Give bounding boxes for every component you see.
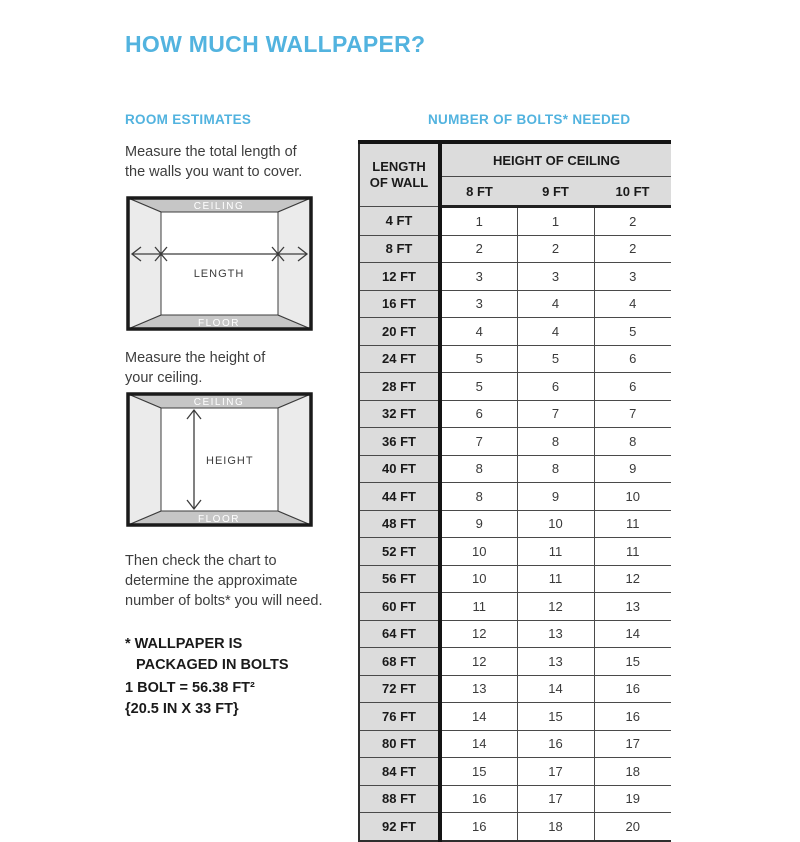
instruction-measure-length [125,142,302,182]
group-header-row [359,142,671,177]
wall-length-cell: 40 FT [359,455,440,483]
bolt-count-cell: 15 [517,703,594,731]
bolt-count-cell: 3 [440,290,517,318]
wall-length-cell: 44 FT [359,483,440,511]
table-row [359,758,671,786]
bolt-count-cell: 13 [517,648,594,676]
table-row [359,483,671,511]
bolt-count-cell: 10 [517,510,594,538]
bolt-count-cell: 11 [517,565,594,593]
bolt-count-cell: 8 [517,428,594,456]
table-row [359,620,671,648]
bolt-count-cell: 8 [440,483,517,511]
bolt-count-cell: 14 [440,703,517,731]
text-line: the walls you want to cover. [125,164,303,180]
ceiling-height-column-header: 10 FT [594,177,671,207]
bolt-count-cell: 10 [440,565,517,593]
bolt-count-cell: 11 [440,593,517,621]
wall-length-cell: 52 FT [359,538,440,566]
bolt-count-cell: 8 [594,428,671,456]
bolt-count-cell: 18 [517,813,594,841]
ceiling-height-column-header: 9 FT [517,177,594,207]
bolt-spec [125,678,255,720]
wall-length-cell: 36 FT [359,428,440,456]
text-line: OF WALL [369,175,429,190]
table-row [359,730,671,758]
bolt-count-cell: 2 [594,235,671,263]
bolt-count-cell: 13 [440,675,517,703]
floor-label: FLOOR [198,318,240,329]
wall-length-cell: 88 FT [359,785,440,813]
bolt-count-cell: 4 [517,318,594,346]
wall-length-cell: 56 FT [359,565,440,593]
bolt-count-cell: 9 [440,510,517,538]
table-row [359,207,671,236]
bolt-count-cell: 9 [594,455,671,483]
table-row [359,538,671,566]
table-row [359,455,671,483]
bolt-count-cell: 12 [440,620,517,648]
bolt-count-cell: 12 [440,648,517,676]
page-title: HOW MUCH WALLPAPER? [125,31,426,57]
bolts-table [358,140,671,842]
bolt-count-cell: 6 [517,373,594,401]
bolts-table-container [358,140,671,842]
bolt-count-cell: 4 [594,290,671,318]
wall-length-cell: 24 FT [359,345,440,373]
bolt-count-cell: 14 [517,675,594,703]
bolt-count-cell: 14 [440,730,517,758]
bolt-count-cell: 16 [440,813,517,841]
ceiling-height-column-header: 8 FT [440,177,517,207]
bolt-count-cell: 15 [440,758,517,786]
table-row [359,675,671,703]
table-row [359,428,671,456]
bolt-count-cell: 19 [594,785,671,813]
table-row [359,565,671,593]
bolt-count-cell: 7 [594,400,671,428]
table-row [359,593,671,621]
wall-length-cell: 76 FT [359,703,440,731]
wall-length-cell: 20 FT [359,318,440,346]
wall-length-cell: 72 FT [359,675,440,703]
table-row [359,813,671,841]
bolt-count-cell: 3 [594,263,671,291]
wall-length-cell: 80 FT [359,730,440,758]
bolts-table-body [359,207,671,841]
text-line: PACKAGED IN BOLTS [136,657,289,673]
text-line: * WALLPAPER IS [125,636,243,652]
section-heading-bolts-needed: NUMBER OF BOLTS* NEEDED [428,112,631,127]
wall-length-cell: 60 FT [359,593,440,621]
wall-length-cell: 64 FT [359,620,440,648]
table-row [359,785,671,813]
text-line: Then check the chart to [125,553,277,569]
bolt-count-cell: 16 [594,703,671,731]
room-diagram-length [126,196,313,331]
bolt-count-cell: 3 [440,263,517,291]
wall-length-cell: 8 FT [359,235,440,263]
instruction-check-chart [125,551,322,611]
wall-length-cell: 16 FT [359,290,440,318]
bolt-count-cell: 7 [440,428,517,456]
table-row [359,263,671,291]
bolt-count-cell: 9 [517,483,594,511]
wall-length-cell: 4 FT [359,207,440,236]
bolt-count-cell: 1 [517,207,594,236]
bolt-count-cell: 2 [594,207,671,236]
bolt-count-cell: 16 [440,785,517,813]
text-line: Measure the height of [125,350,266,366]
bolt-count-cell: 10 [440,538,517,566]
bolt-count-cell: 17 [517,758,594,786]
bolt-count-cell: 11 [594,538,671,566]
bolt-count-cell: 18 [594,758,671,786]
bolt-count-cell: 16 [594,675,671,703]
height-of-ceiling-header: HEIGHT OF CEILING [440,142,671,177]
table-row [359,345,671,373]
bolt-count-cell: 8 [517,455,594,483]
bolt-count-cell: 4 [517,290,594,318]
length-of-wall-header [359,142,440,207]
bolt-count-cell: 1 [440,207,517,236]
bolt-count-cell: 5 [594,318,671,346]
text-line: Measure the total length of [125,144,297,160]
wall-length-cell: 32 FT [359,400,440,428]
bolt-count-cell: 10 [594,483,671,511]
bolt-count-cell: 11 [517,538,594,566]
bolt-count-cell: 11 [594,510,671,538]
table-row [359,290,671,318]
table-row [359,648,671,676]
room-diagram-height [126,392,313,527]
text-line: {20.5 IN X 33 FT} [125,701,239,717]
length-label: LENGTH [193,268,245,280]
bolt-count-cell: 20 [594,813,671,841]
bolt-count-cell: 16 [517,730,594,758]
bolt-count-cell: 13 [594,593,671,621]
bolt-count-cell: 4 [440,318,517,346]
bolt-count-cell: 5 [517,345,594,373]
text-line: 1 BOLT = 56.38 FT² [125,680,255,696]
text-line: LENGTH [372,159,426,174]
bolt-count-cell: 2 [517,235,594,263]
bolt-count-cell: 3 [517,263,594,291]
wall-length-cell: 68 FT [359,648,440,676]
bolt-count-cell: 7 [517,400,594,428]
text-line: determine the approximate [125,573,298,589]
wall-length-cell: 48 FT [359,510,440,538]
instruction-measure-height [125,348,265,388]
room-perspective-length-icon [126,196,313,331]
wall-length-cell: 12 FT [359,263,440,291]
floor-label: FLOOR [198,514,240,525]
table-row [359,510,671,538]
table-row [359,703,671,731]
table-row [359,235,671,263]
bolt-count-cell: 8 [440,455,517,483]
bolt-count-cell: 12 [594,565,671,593]
text-line: your ceiling. [125,370,203,386]
room-perspective-height-icon [126,392,313,527]
bolt-count-cell: 17 [517,785,594,813]
table-row [359,400,671,428]
bolt-count-cell: 6 [594,373,671,401]
bolts-footnote [125,634,289,676]
bolt-count-cell: 5 [440,345,517,373]
wall-length-cell: 92 FT [359,813,440,841]
table-row [359,318,671,346]
section-heading-room-estimates: ROOM ESTIMATES [125,112,252,127]
bolt-count-cell: 14 [594,620,671,648]
text-line: number of bolts* you will need. [125,593,323,609]
bolt-count-cell: 5 [440,373,517,401]
wall-length-cell: 28 FT [359,373,440,401]
bolt-count-cell: 17 [594,730,671,758]
bolt-count-cell: 6 [440,400,517,428]
bolt-count-cell: 15 [594,648,671,676]
ceiling-label: CEILING [193,201,245,212]
bolt-count-cell: 13 [517,620,594,648]
bolt-count-cell: 12 [517,593,594,621]
height-label: HEIGHT [206,455,254,467]
table-row [359,373,671,401]
bolt-count-cell: 6 [594,345,671,373]
ceiling-label: CEILING [193,397,245,408]
wall-length-cell: 84 FT [359,758,440,786]
bolt-count-cell: 2 [440,235,517,263]
